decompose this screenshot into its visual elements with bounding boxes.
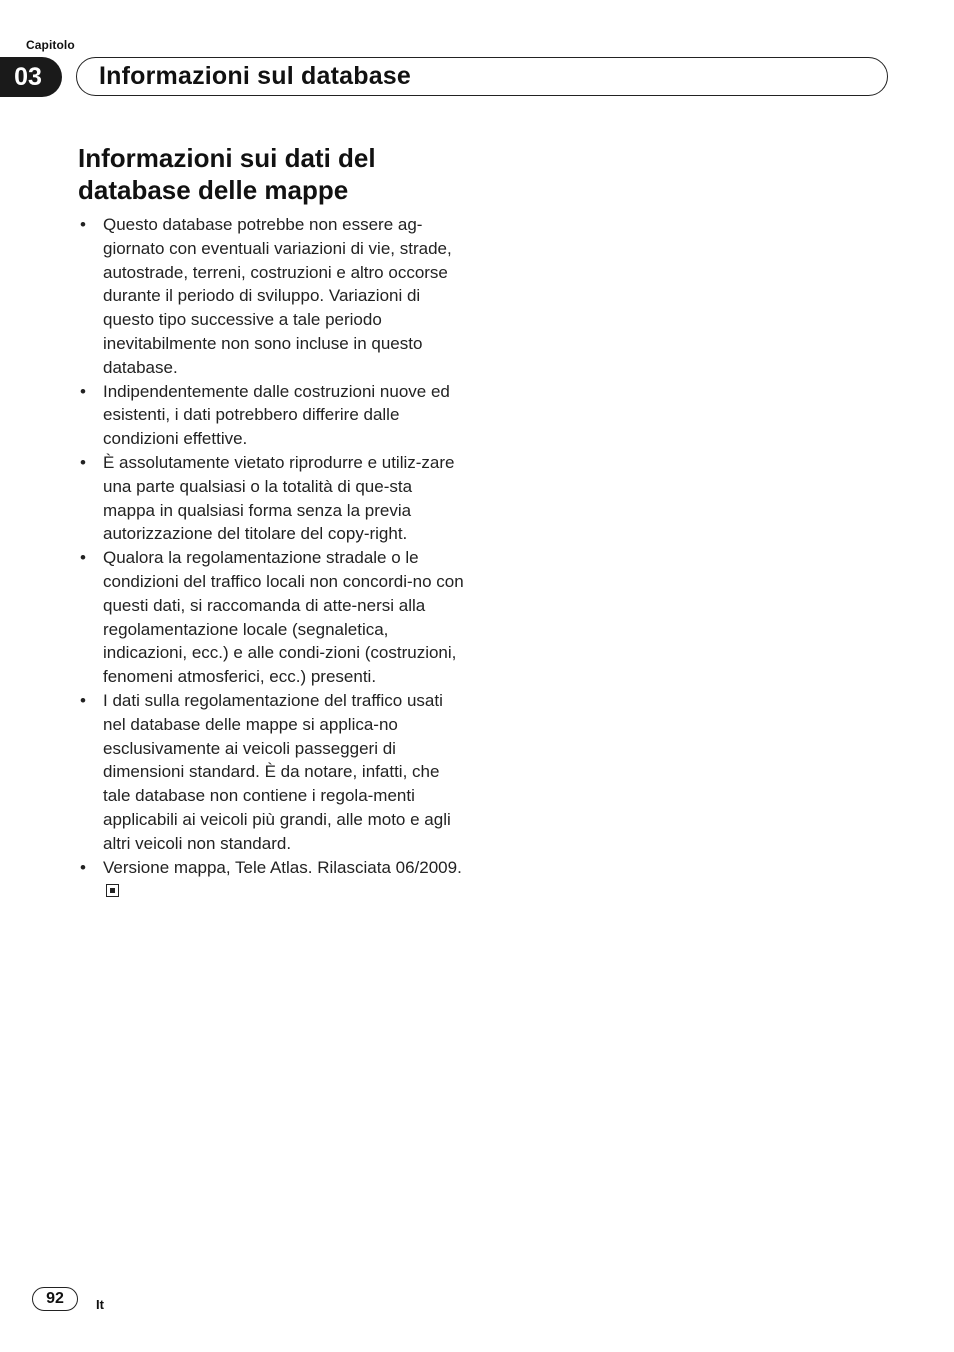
bullet-icon: •: [80, 381, 86, 401]
chapter-label: Capitolo: [26, 38, 75, 52]
chapter-title: Informazioni sul database: [99, 62, 412, 90]
page-number: 92: [32, 1287, 78, 1311]
list-item-text: Qualora la regolamentazione stradale o le condizioni del traffico locali non concordi-no con questi dati, si raccomanda di atte-nersi alla regolamentazione locale (segnaletica, indicazioni, ecc.) e alle condi-zioni (costruzioni, fenomeni atmosferici, ecc.) presenti.: [103, 548, 464, 687]
chapter-title-banner: [76, 57, 888, 96]
section-heading: [78, 142, 478, 206]
chapter-number-badge: 03: [0, 57, 62, 97]
bullet-icon: •: [80, 215, 86, 234]
section-heading-line-1: Informazioni sui dati del: [78, 143, 376, 173]
list-item-text: Indipendentemente dalle costruzioni nuove ed esistenti, i dati potrebbero differire dalle condizioni effettive.: [103, 381, 450, 449]
bullet-icon: •: [80, 857, 86, 877]
list-item: [78, 689, 468, 856]
section-heading-line-2: database delle mappe: [78, 175, 349, 205]
list-item: [78, 380, 468, 451]
bullet-list: [78, 213, 468, 903]
list-item: [78, 213, 468, 380]
language-code: It: [96, 1297, 104, 1312]
list-item-text: È assolutamente vietato riprodurre e utiliz-zare una parte qualsiasi o la totalità di que-sta mappa in qualsiasi forma senza la previa autorizzazione del titolare del copy-right.: [103, 452, 455, 544]
end-of-section-icon: [106, 884, 119, 897]
bullet-icon: •: [80, 548, 86, 568]
list-item: [78, 451, 468, 546]
bullet-icon: •: [80, 452, 86, 472]
list-item-text: Versione mappa, Tele Atlas. Rilasciata 06/2009.: [103, 857, 462, 877]
bullet-icon: •: [80, 690, 86, 710]
list-item: [78, 546, 468, 689]
list-item-text: Questo database potrebbe non essere ag-giornato con eventuali variazioni di vie, strade, autostrade, terreni, costruzioni e altro occorse durante il periodo di sviluppo. Variazioni di questo tipo successive a tale periodo inevitabilmente non sono incluse in questo database.: [103, 215, 452, 377]
list-item: [78, 856, 468, 904]
list-item-text: I dati sulla regolamentazione del traffico usati nel database delle mappe si applica-no esclusivamente ai veicoli passeggeri di dimensioni standard. È da notare, infatti, che tale database non contiene i regola-menti applicabili ai veicoli più grandi, alle moto e agli altri veicoli non standard.: [103, 690, 451, 853]
